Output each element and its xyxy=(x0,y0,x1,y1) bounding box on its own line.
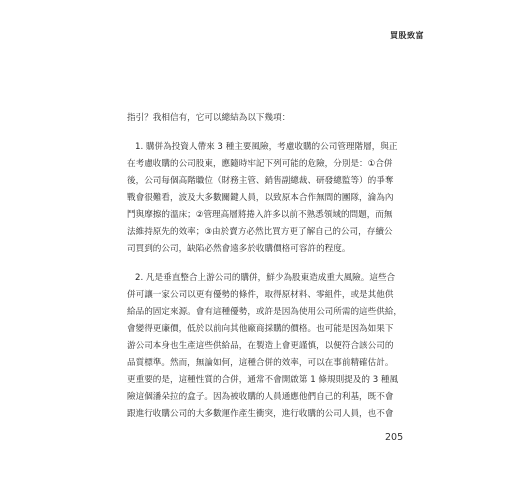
paragraph-line: 游公司本身也生產這些供給品，在製造上會更謹慎，以便符合該公司的 xyxy=(127,341,394,351)
paragraph-line: 併可讓一家公司以更有優勢的條件，取得原材料、零組件，或是其他供 xyxy=(127,290,394,300)
paragraph-2 xyxy=(127,270,403,423)
running-header: 買股致富 xyxy=(390,31,424,40)
paragraph-1 xyxy=(127,139,399,258)
intro-text: 指引？我相信有，它可以總結為以下幾項： xyxy=(127,113,291,123)
paragraph-line: 在考慮收購的公司股東，應隨時牢記下列可能的危險，分別是：①合併 xyxy=(127,159,393,169)
paragraph-line: 品質標準。然而，無論如何，這種合併的效率，可以在事前精確估計。 xyxy=(127,358,394,368)
paragraph-line: 後，公司每個高階職位（財務主管、銷售副總裁、研發總監等）的爭奪 xyxy=(127,176,394,186)
paragraph-line: 更重要的是，這種性質的合併，通常不會開啟第 1 條規則提及的 3 種風 xyxy=(127,375,399,385)
paragraph-line: 會變得更廉價，低於以前向其他廠商採購的價格。也可能是因為如果下 xyxy=(127,324,394,334)
paragraph-line: 險這個潘朵拉的盒子。因為被收購的人員通應他們自己的利基，既不會 xyxy=(127,392,394,402)
paragraph-line: 鬥與摩擦的溫床；②管理高層將捲入許多以前不熟悉領域的問題，而無 xyxy=(127,210,393,220)
page-number: 205 xyxy=(385,432,404,443)
paragraph-line: 戰會很難看，波及大多數關鍵人員，以致原本合作無間的團隊，淪為內 xyxy=(127,193,394,203)
paragraph-line: 2. 凡是垂直整合上游公司的購併，鮮少為股東造成重大風險。這些合 xyxy=(135,273,396,283)
paragraph-line: 跟進行收購公司的大多數運作產生衝突，進行收購的公司人員，也不會 xyxy=(127,409,394,419)
paragraph-line: 司買到的公司，缺陷必然會遠多於收購價格可容許的程度。 xyxy=(127,244,351,254)
paragraph-line: 1. 購併為投資人帶來 3 種主要風險，考慮收購的公司管理階層，與正 xyxy=(135,142,398,152)
paragraph-line: 法維持原先的效率；③由於賣方必然比買方更了解自己的公司，存續公 xyxy=(127,227,393,237)
paragraph-line: 給品的固定來源。會有這種優勢，或許是因為使用公司所需的這些供給， xyxy=(127,307,403,317)
page-body xyxy=(127,110,403,435)
